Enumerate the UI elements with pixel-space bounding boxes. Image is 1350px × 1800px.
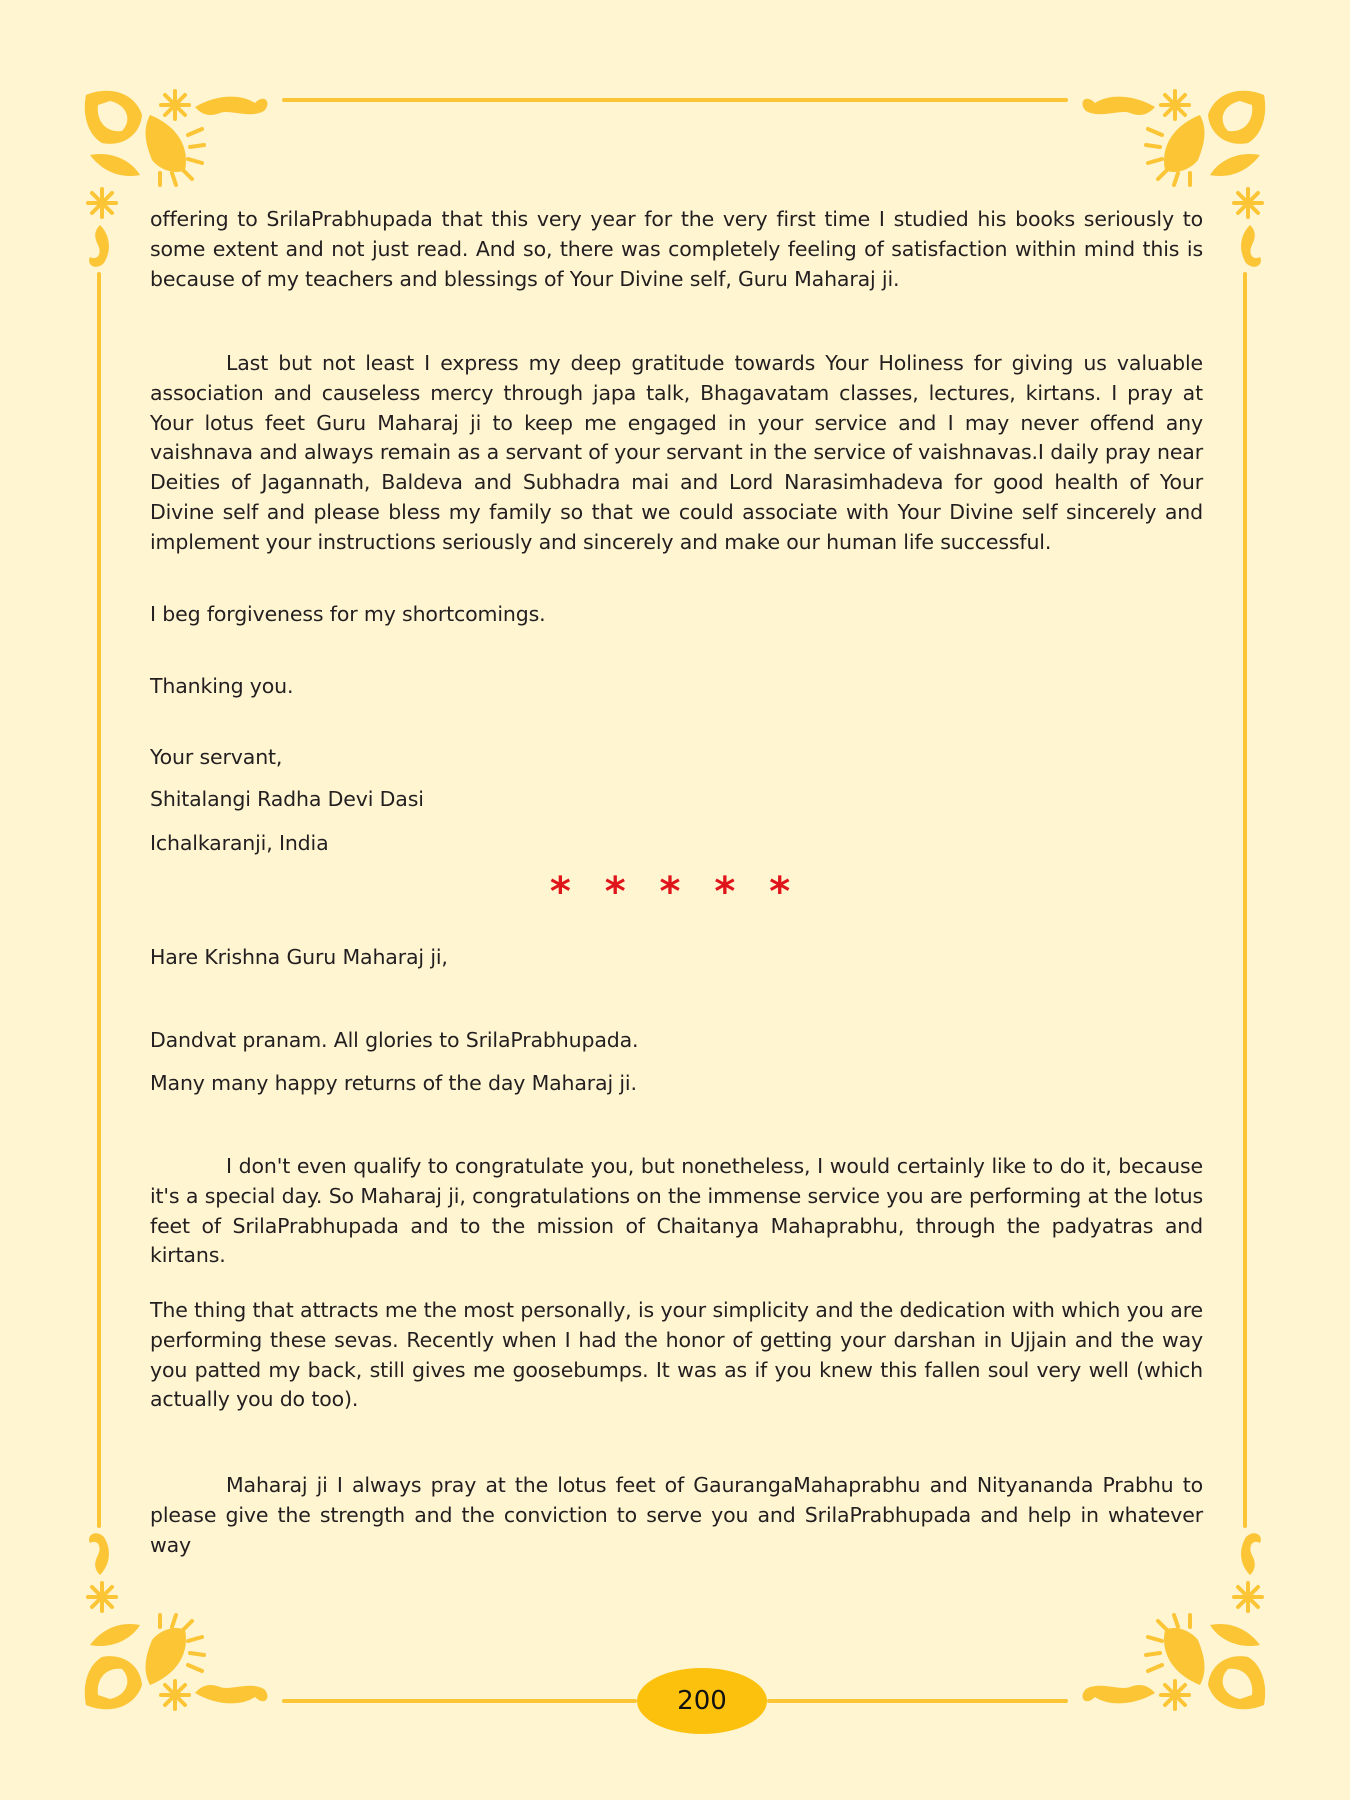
paragraph-continued: offering to SrilaPrabhupada that this very year for the very first time I studied his books seriously to some extent and not just read. And so, there was completely feeling of satisfaction within mind this is because of my teachers and blessings of Your Divine self, Guru Maharaj ji. — [150, 207, 1203, 291]
page-number-badge — [637, 1668, 767, 1734]
obeisances-line: Dandvat pranam. All glories to SrilaPrabhupada. — [150, 1028, 639, 1052]
page-number: 200 — [677, 1686, 727, 1716]
closing-line: Your servant, — [150, 745, 283, 769]
separator-stars: * * * * * — [549, 869, 801, 915]
paragraph-congratulate: I don't even qualify to congratulate you, but nonetheless, I would certainly like to do it, because it's a special day. So Maharaj ji, congratulations on the immense service you are performing at the lotus feet of SrilaPrabhupada and to the mission of Chaitanya Mahaprabhu, through the padyatras and kirtans. — [150, 1154, 1203, 1268]
paragraph-simplicity: The thing that attracts me the most personally, is your simplicity and the dedication with which you are performing these sevas. Recently when I had the honor of getting your darshan in Ujjain and the way you patted my back, still gives me goosebumps. It was as if you knew this fallen soul very well (which actually you do too). — [150, 1298, 1203, 1412]
wishes-line: Many many happy returns of the day Maharaj ji. — [150, 1071, 637, 1095]
border-top — [282, 98, 1068, 102]
signature-name: Shitalangi Radha Devi Dasi — [150, 787, 424, 811]
paragraph-gratitude: Last but not least I express my deep gratitude towards Your Holiness for giving us valuable association and causeless mercy through japa talk, Bhagavatam classes, lectures, kirtans. I pray at Your lotus feet Guru Maharaj ji to keep me engaged in your service and I may never offend any vaishnava and always remain as a servant of your servant in the service of vaishnavas.I daily pray near Deities of Jagannath, Baldeva and Subhadra mai and Lord Narasimhadeva for good health of Your Divine self and please bless my family so that we could associate with Your Divine self sincerely and implement your instructions seriously and sincerely and make our human life successful. — [150, 351, 1203, 554]
border-bottom-left — [282, 1699, 637, 1703]
signature-place: Ichalkaranji, India — [150, 831, 329, 855]
forgiveness-line: I beg forgiveness for my shortcomings. — [150, 602, 546, 626]
salutation: Hare Krishna Guru Maharaj ji, — [150, 945, 448, 969]
border-bottom-right — [767, 1699, 1068, 1703]
thanks-line: Thanking you. — [150, 674, 294, 698]
paragraph-prayer: Maharaj ji I always pray at the lotus feet of GaurangaMahaprabhu and Nityananda Prabhu to please give the strength and the conviction to serve you and SrilaPrabhupada and help in whatever way — [150, 1473, 1203, 1557]
